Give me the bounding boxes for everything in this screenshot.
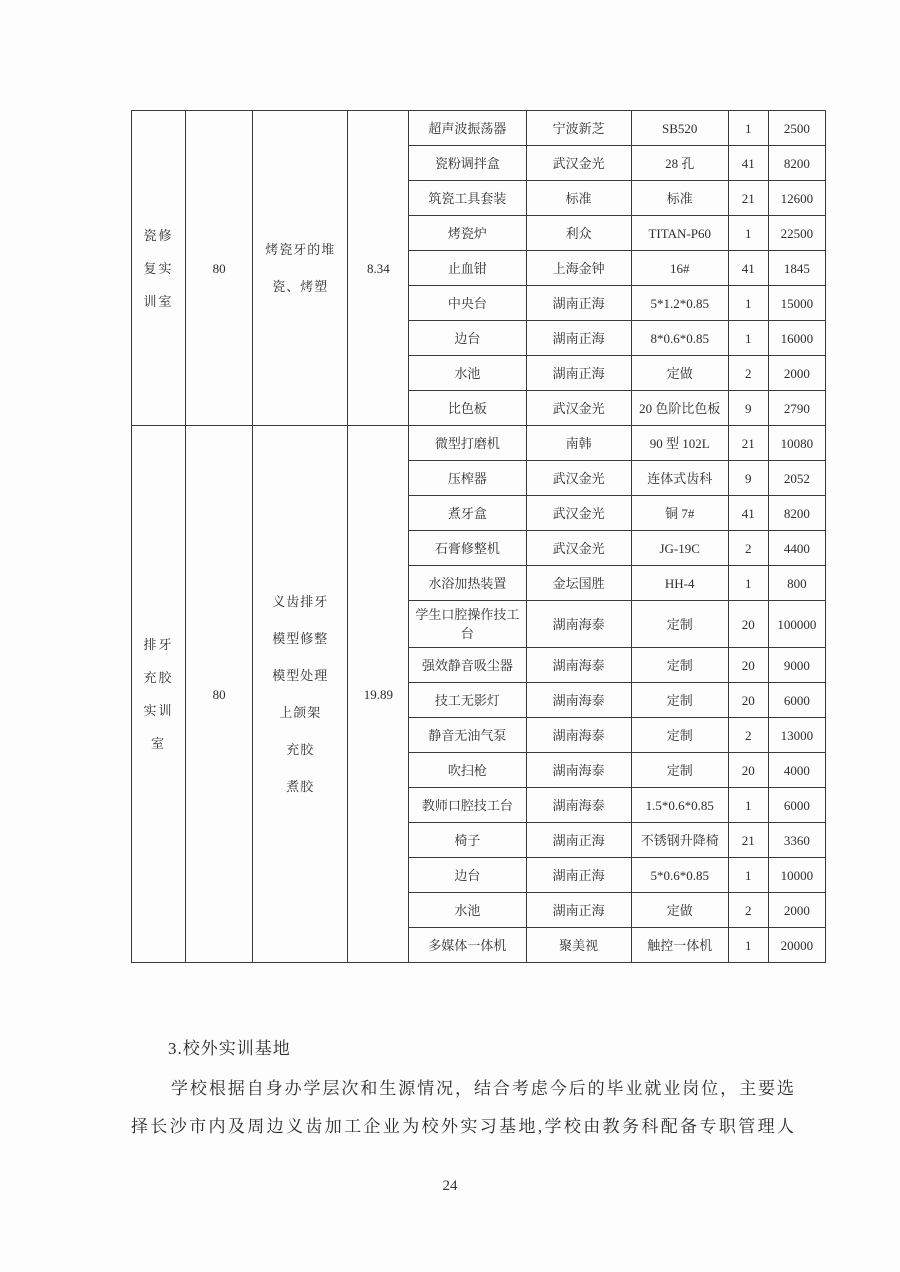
quantity-cell: 1	[728, 928, 768, 963]
manufacturer-cell: 湖南海泰	[526, 753, 631, 788]
quantity-cell: 1	[728, 111, 768, 146]
purpose-cell	[253, 426, 348, 963]
section-heading: 3.校外实训基地	[168, 1039, 291, 1058]
price-cell: 100000	[768, 601, 825, 648]
manufacturer-cell: 湖南正海	[526, 356, 631, 391]
price-cell: 6000	[768, 788, 825, 823]
quantity-cell: 2	[728, 893, 768, 928]
price-cell: 12600	[768, 181, 825, 216]
model-cell: 90 型 102L	[631, 426, 728, 461]
manufacturer-cell: 武汉金光	[526, 391, 631, 426]
model-cell: 1.5*0.6*0.85	[631, 788, 728, 823]
quantity-cell: 2	[728, 718, 768, 753]
quantity-cell: 20	[728, 753, 768, 788]
equipment-name-cell: 烤瓷炉	[409, 216, 526, 251]
manufacturer-cell: 武汉金光	[526, 146, 631, 181]
price-cell: 22500	[768, 216, 825, 251]
manufacturer-cell: 湖南海泰	[526, 788, 631, 823]
manufacturer-cell: 上海金钟	[526, 251, 631, 286]
model-cell: 8*0.6*0.85	[631, 321, 728, 356]
equipment-name-cell: 筑瓷工具套装	[409, 181, 526, 216]
model-cell: 定做	[631, 356, 728, 391]
price-cell: 8200	[768, 146, 825, 181]
equipment-name-cell: 边台	[409, 321, 526, 356]
quantity-cell: 20	[728, 601, 768, 648]
quantity-cell: 2	[728, 356, 768, 391]
quantity-cell: 1	[728, 216, 768, 251]
equipment-name-cell: 中央台	[409, 286, 526, 321]
equipment-name-cell: 比色板	[409, 391, 526, 426]
area-cell: 80	[186, 111, 253, 426]
purpose-cell-line: 充胶	[286, 742, 315, 757]
equipment-table	[131, 110, 826, 963]
model-cell: 5*1.2*0.85	[631, 286, 728, 321]
equipment-name-cell: 超声波振荡器	[409, 111, 526, 146]
equipment-name-cell: 石膏修整机	[409, 531, 526, 566]
equipment-name-cell: 水浴加热装置	[409, 566, 526, 601]
model-cell: 定制	[631, 683, 728, 718]
price-cell: 2790	[768, 391, 825, 426]
purpose-cell-line: 上颌架	[279, 705, 322, 720]
equipment-name-cell: 学生口腔操作技工台	[409, 601, 526, 648]
model-cell: 铜 7#	[631, 496, 728, 531]
model-cell: 连体式齿科	[631, 461, 728, 496]
quantity-cell: 21	[728, 181, 768, 216]
model-cell: 触控一体机	[631, 928, 728, 963]
table-row	[132, 426, 826, 461]
price-cell: 2500	[768, 111, 825, 146]
price-cell: 4400	[768, 531, 825, 566]
manufacturer-cell: 湖南正海	[526, 858, 631, 893]
equipment-name-cell: 教师口腔技工台	[409, 788, 526, 823]
price-cell: 20000	[768, 928, 825, 963]
page-number: 24	[442, 1178, 458, 1194]
manufacturer-cell: 武汉金光	[526, 496, 631, 531]
price-cell: 800	[768, 566, 825, 601]
quantity-cell: 1	[728, 858, 768, 893]
purpose-cell-line: 烤瓷牙的堆	[265, 242, 336, 257]
room-name-cell-line: 排牙	[143, 637, 174, 652]
equipment-name-cell: 边台	[409, 858, 526, 893]
manufacturer-cell: 湖南正海	[526, 321, 631, 356]
manufacturer-cell: 利众	[526, 216, 631, 251]
price-cell: 16000	[768, 321, 825, 356]
price-cell: 10000	[768, 858, 825, 893]
equipment-name-cell: 水池	[409, 356, 526, 391]
price-cell: 4000	[768, 753, 825, 788]
quantity-cell: 1	[728, 321, 768, 356]
equipment-name-cell: 强效静音吸尘器	[409, 648, 526, 683]
quantity-cell: 9	[728, 391, 768, 426]
manufacturer-cell: 湖南正海	[526, 823, 631, 858]
model-cell: 定制	[631, 753, 728, 788]
quantity-cell: 41	[728, 496, 768, 531]
model-cell: JG-19C	[631, 531, 728, 566]
model-cell: 定制	[631, 648, 728, 683]
manufacturer-cell: 湖南海泰	[526, 648, 631, 683]
room-name-cell-line: 充胶	[143, 670, 174, 685]
equipment-name-cell: 椅子	[409, 823, 526, 858]
model-cell: 16#	[631, 251, 728, 286]
price-cell: 2000	[768, 356, 825, 391]
model-cell: 20 色阶比色板	[631, 391, 728, 426]
equipment-name-cell: 吹扫枪	[409, 753, 526, 788]
room-name-cell-line: 训室	[143, 293, 174, 309]
manufacturer-cell: 武汉金光	[526, 531, 631, 566]
equipment-name-cell: 多媒体一体机	[409, 928, 526, 963]
quantity-cell: 1	[728, 286, 768, 321]
quantity-cell: 21	[728, 426, 768, 461]
manufacturer-cell: 武汉金光	[526, 461, 631, 496]
equipment-name-cell: 技工无影灯	[409, 683, 526, 718]
model-cell: 定制	[631, 601, 728, 648]
purpose-cell-line: 模型修整	[272, 631, 329, 646]
room-name-cell-line: 实训	[143, 703, 174, 718]
purpose-cell	[253, 111, 348, 426]
manufacturer-cell: 湖南海泰	[526, 601, 631, 648]
price-cell: 9000	[768, 648, 825, 683]
purpose-cell-line: 瓷、烤塑	[272, 279, 329, 294]
price-cell: 2000	[768, 893, 825, 928]
model-cell: 定做	[631, 893, 728, 928]
price-cell: 3360	[768, 823, 825, 858]
manufacturer-cell: 金坛国胜	[526, 566, 631, 601]
equipment-name-cell: 止血钳	[409, 251, 526, 286]
quantity-cell: 9	[728, 461, 768, 496]
equipment-name-cell: 瓷粉调拌盒	[409, 146, 526, 181]
price-cell: 13000	[768, 718, 825, 753]
manufacturer-cell: 湖南正海	[526, 893, 631, 928]
manufacturer-cell: 湖南正海	[526, 286, 631, 321]
quantity-cell: 2	[728, 531, 768, 566]
paragraph-line: 择长沙市内及周边义齿加工企业为校外实习基地,学校由教务科配备专职管理人	[131, 1117, 795, 1136]
room-name-cell-line: 瓷修	[143, 227, 174, 243]
model-cell: TITAN-P60	[631, 216, 728, 251]
quantity-cell: 1	[728, 566, 768, 601]
price-cell: 2052	[768, 461, 825, 496]
quantity-cell: 21	[728, 823, 768, 858]
equipment-name-cell: 微型打磨机	[409, 426, 526, 461]
purpose-cell-line: 煮胶	[286, 779, 315, 794]
manufacturer-cell: 聚美视	[526, 928, 631, 963]
price-cell: 15000	[768, 286, 825, 321]
model-cell: 28 孔	[631, 146, 728, 181]
manufacturer-cell: 标准	[526, 181, 631, 216]
room-name-cell	[132, 111, 186, 426]
model-cell: 定制	[631, 718, 728, 753]
manufacturer-cell: 南韩	[526, 426, 631, 461]
value-cell: 8.34	[348, 111, 409, 426]
room-name-cell	[132, 426, 186, 963]
equipment-name-cell: 压榨器	[409, 461, 526, 496]
purpose-cell-line: 义齿排牙	[272, 594, 329, 609]
quantity-cell: 20	[728, 683, 768, 718]
price-cell: 6000	[768, 683, 825, 718]
quantity-cell: 20	[728, 648, 768, 683]
purpose-cell-line: 模型处理	[272, 668, 329, 683]
equipment-name-cell: 煮牙盒	[409, 496, 526, 531]
model-cell: 5*0.6*0.85	[631, 858, 728, 893]
room-name-cell-line: 室	[151, 736, 167, 751]
value-cell: 19.89	[348, 426, 409, 963]
price-cell: 1845	[768, 251, 825, 286]
area-cell: 80	[186, 426, 253, 963]
manufacturer-cell: 湖南海泰	[526, 683, 631, 718]
room-name-cell-line: 复实	[143, 260, 174, 276]
equipment-name-cell: 静音无油气泵	[409, 718, 526, 753]
model-cell: 标准	[631, 181, 728, 216]
model-cell: 不锈钢升降椅	[631, 823, 728, 858]
equipment-name-cell: 水池	[409, 893, 526, 928]
model-cell: SB520	[631, 111, 728, 146]
body-paragraph	[131, 1070, 795, 1146]
quantity-cell: 1	[728, 788, 768, 823]
price-cell: 8200	[768, 496, 825, 531]
price-cell: 10080	[768, 426, 825, 461]
quantity-cell: 41	[728, 251, 768, 286]
quantity-cell: 41	[728, 146, 768, 181]
table-row	[132, 111, 826, 146]
manufacturer-cell: 宁波新芝	[526, 111, 631, 146]
manufacturer-cell: 湖南海泰	[526, 718, 631, 753]
paragraph-line: 学校根据自身办学层次和生源情况，结合考虑今后的毕业就业岗位，主要选	[171, 1079, 795, 1098]
model-cell: HH-4	[631, 566, 728, 601]
